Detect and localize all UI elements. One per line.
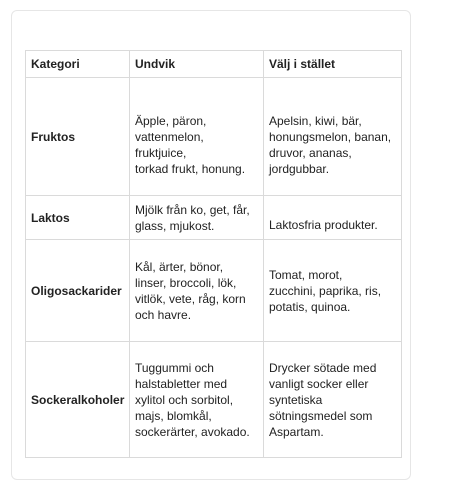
avoid-line: Kål, ärter, bönor, (135, 259, 224, 274)
avoid-cell (130, 342, 264, 458)
food-category-table (25, 50, 402, 458)
choose-line: vanligt socker eller (269, 376, 369, 391)
avoid-cell (130, 78, 264, 196)
avoid-line: Äpple, päron, (135, 113, 207, 128)
header-category: Kategori (26, 51, 130, 78)
avoid-line: Mjölk från ko, get, får, (135, 202, 250, 217)
choose-line: jordgubbar. (269, 161, 330, 176)
avoid-line: xylitol och sorbitol, (135, 392, 234, 407)
avoid-line: majs, blomkål, (135, 408, 212, 423)
choose-line: Apelsin, kiwi, bär, (269, 113, 362, 128)
table-row (26, 240, 402, 342)
choose-line: Tomat, morot, (269, 267, 343, 282)
table-row (26, 196, 402, 240)
category-cell: Sockeralkoholer (26, 342, 130, 458)
avoid-line: och havre. (135, 307, 192, 322)
category-cell: Oligosackarider (26, 240, 130, 342)
choose-line: Laktosfria produkter. (269, 218, 378, 232)
choose-line: Aspartam. (269, 424, 324, 439)
choose-line: honungsmelon, banan, (269, 129, 392, 144)
choose-line: zucchini, paprika, ris, (269, 283, 382, 298)
choose-cell (264, 196, 402, 240)
table-row (26, 342, 402, 458)
avoid-line: linser, broccoli, lök, (135, 275, 237, 290)
avoid-line: Tuggummi och (135, 360, 214, 375)
choose-line: Drycker sötade med (269, 360, 377, 375)
avoid-line: halstabletter med (135, 376, 228, 391)
table-header-row (26, 51, 402, 78)
choose-cell (264, 342, 402, 458)
choose-line: potatis, quinoa. (269, 299, 351, 314)
table-row (26, 78, 402, 196)
avoid-line: vitlök, vete, råg, korn (135, 291, 246, 306)
choose-line: syntetiska (269, 392, 323, 407)
avoid-cell (130, 196, 264, 240)
choose-line: sötningsmedel som (269, 408, 373, 423)
avoid-cell (130, 240, 264, 342)
avoid-line: vattenmelon, (135, 129, 204, 144)
avoid-line: sockerärter, avokado. (135, 424, 250, 439)
category-cell: Laktos (26, 196, 130, 240)
avoid-line: glass, mjukost. (135, 218, 215, 233)
choose-cell (264, 240, 402, 342)
header-choose-instead: Välj i stället (264, 51, 402, 78)
category-cell: Fruktos (26, 78, 130, 196)
avoid-line: torkad frukt, honung. (135, 161, 246, 176)
avoid-line: fruktjuice, (135, 145, 187, 160)
choose-line: druvor, ananas, (269, 145, 352, 160)
header-avoid: Undvik (130, 51, 264, 78)
choose-cell (264, 78, 402, 196)
